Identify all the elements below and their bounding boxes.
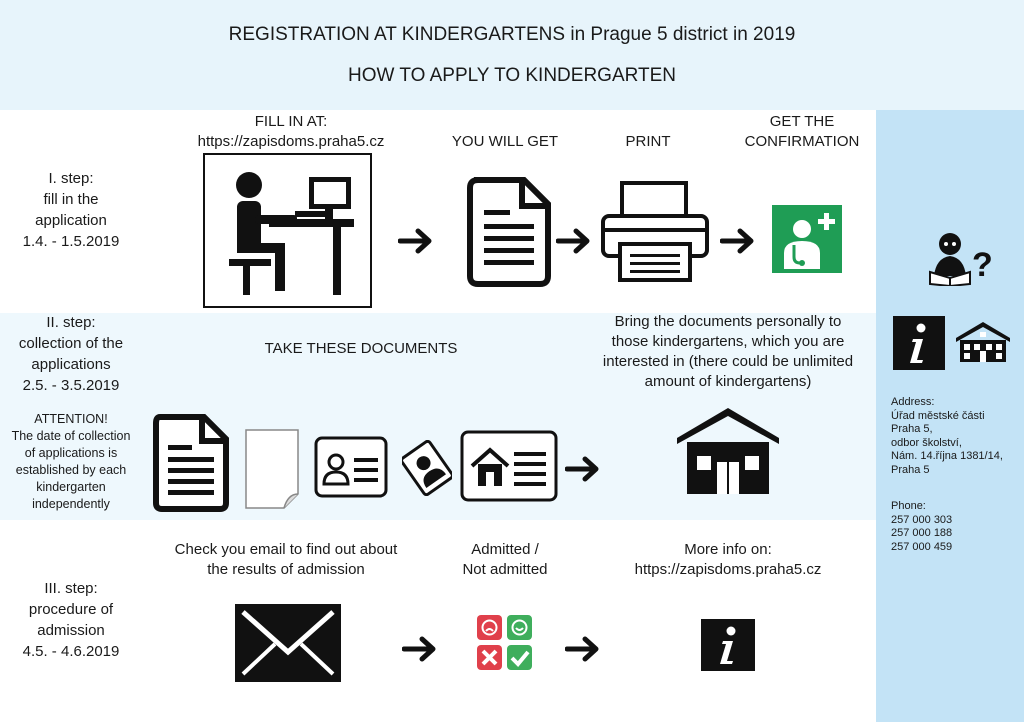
attention-note [0, 411, 142, 513]
address-block [891, 396, 1024, 477]
bring-line: Bring the documents personally to [614, 313, 842, 330]
id-photo-icon [402, 440, 452, 496]
arrow-icon [565, 456, 601, 482]
fill-in-url[interactable]: https://zapisdoms.praha5.cz [197, 133, 385, 150]
kindergarten-house-icon [675, 404, 781, 496]
envelope-icon [235, 604, 341, 682]
id-card-icon [314, 436, 388, 498]
building-icon [954, 320, 1012, 364]
page-subtitle: HOW TO APPLY TO KINDERGARTEN [347, 65, 677, 86]
confirmation-label [727, 112, 877, 152]
arrow-icon [402, 636, 438, 662]
step2-desc-1: collection of the [18, 335, 124, 352]
phone-number[interactable]: 257 000 188 [891, 527, 953, 539]
step1-desc-1: fill in the [43, 191, 99, 208]
address-line: odbor školství, [891, 436, 962, 449]
arrow-icon [565, 636, 601, 662]
more-info-url[interactable]: https://zapisdoms.praha5.cz [634, 561, 822, 578]
header-band [0, 0, 1024, 110]
fill-in-heading: FILL IN AT: [254, 113, 328, 130]
address-line: Nám. 14.října 1381/14, [891, 450, 1003, 462]
phone-number[interactable]: 257 000 303 [891, 513, 953, 526]
step3-desc-1: procedure of [28, 601, 114, 618]
document-icon [466, 176, 552, 288]
you-will-get-label: YOU WILL GET [451, 133, 559, 150]
take-documents-label: TAKE THESE DOCUMENTS [264, 340, 458, 357]
medical-doctor-icon [772, 205, 842, 273]
step2-label [0, 312, 142, 396]
reader-question-icon [928, 232, 998, 286]
address-label: Address: [891, 396, 935, 408]
address-line: Praha 5, [891, 423, 933, 435]
step1-dates: 1.4. - 1.5.2019 [22, 233, 120, 250]
arrow-icon [398, 228, 434, 254]
admitted-line-1: Admitted / [471, 541, 539, 558]
step3-dates: 4.5. - 4.6.2019 [22, 643, 120, 660]
info-icon[interactable] [701, 619, 755, 671]
svg-text:?: ? [972, 246, 993, 284]
more-info-label [608, 540, 848, 580]
admitted-label [440, 540, 570, 580]
step3-title: III. step: [44, 580, 98, 597]
attention-line: The date of collection [11, 429, 131, 443]
print-label: PRINT [625, 133, 671, 150]
bring-line: amount of kindergartens) [644, 373, 812, 390]
blank-paper-icon [244, 428, 300, 510]
attention-line: of applications is [24, 446, 118, 460]
phone-block [891, 500, 1024, 554]
address-line: Praha 5 [891, 463, 930, 476]
fill-in-label [170, 112, 412, 152]
step1-title: I. step: [48, 170, 94, 187]
bring-documents-text [574, 312, 882, 392]
step3-label [0, 578, 142, 662]
admitted-line-2: Not admitted [462, 561, 548, 578]
phone-label: Phone: [891, 500, 926, 512]
step2-dates: 2.5. - 3.5.2019 [22, 377, 120, 394]
confirmation-heading-1: GET THE [769, 113, 835, 130]
result-grid-icon [476, 614, 534, 672]
info-icon[interactable] [893, 316, 945, 370]
confirmation-heading-2: CONFIRMATION [744, 133, 860, 150]
person-at-computer-icon [203, 153, 372, 308]
bring-line: interested in (there could be unlimited [602, 353, 854, 370]
arrow-icon [720, 228, 756, 254]
arrow-icon [556, 228, 592, 254]
step1-desc-2: application [35, 212, 107, 229]
attention-line: kindergarten [36, 480, 106, 494]
document-icon [152, 413, 230, 513]
step2-title: II. step: [46, 314, 96, 331]
attention-line: established by each [15, 463, 127, 477]
email-label [146, 540, 426, 580]
address-line: Úřad městské části [891, 409, 985, 422]
step3-desc-2: admission [37, 622, 105, 639]
step2-desc-2: applications [31, 356, 111, 373]
bring-line: those kindergartens, which you are [611, 333, 845, 350]
attention-heading: ATTENTION! [34, 412, 108, 426]
email-line-2: the results of admission [207, 561, 365, 578]
more-info-heading: More info on: [684, 541, 772, 558]
page-title: REGISTRATION AT KINDERGARTENS in Prague 5 district in 2019 [228, 24, 796, 45]
phone-number[interactable]: 257 000 459 [891, 540, 953, 553]
step1-label [0, 168, 142, 252]
email-line-1: Check you email to find out about [174, 541, 398, 558]
house-card-icon [460, 430, 558, 502]
attention-line: independently [32, 497, 110, 511]
printer-icon [600, 180, 712, 282]
